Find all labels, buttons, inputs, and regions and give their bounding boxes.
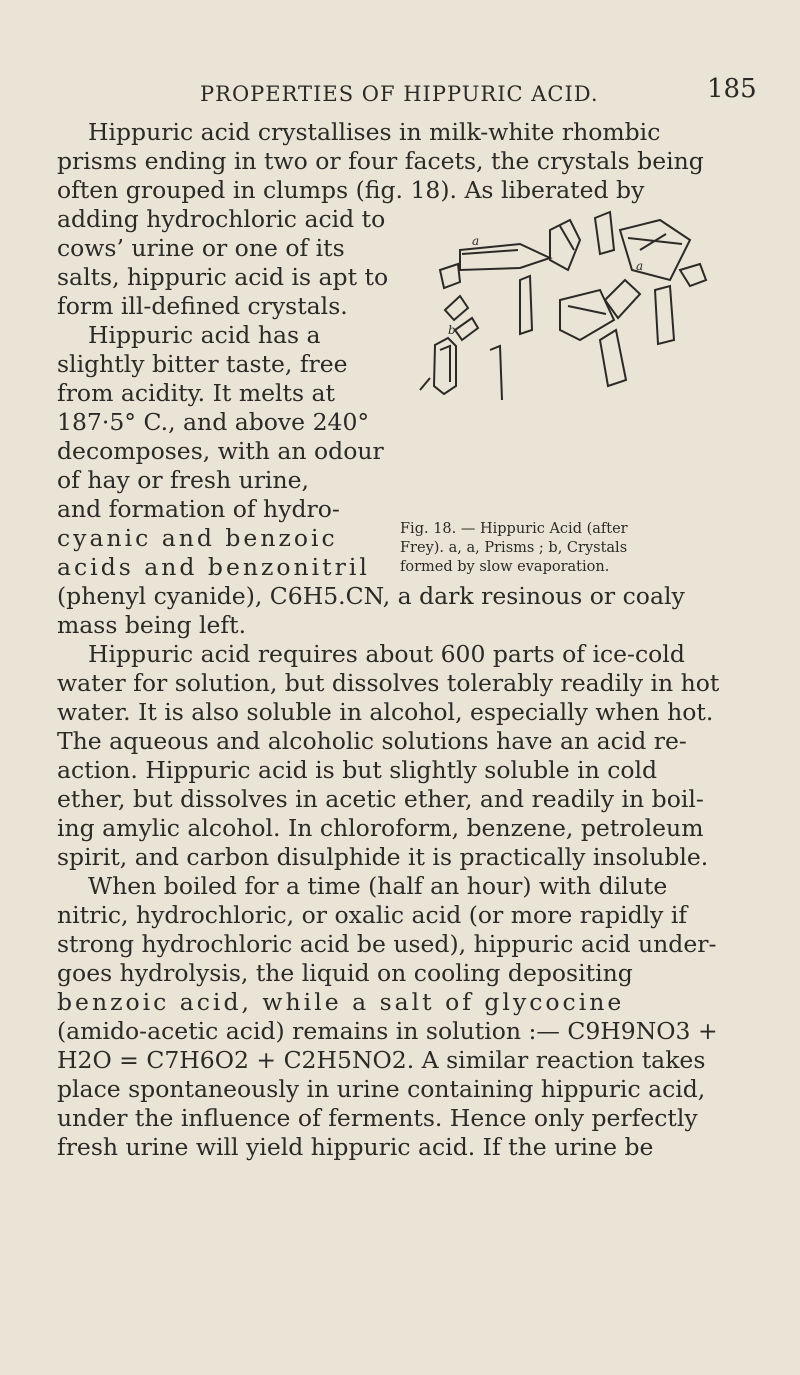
running-title: PROPERTIES OF HIPPURIC ACID. bbox=[200, 82, 599, 106]
text-line: of hay or fresh urine, bbox=[57, 466, 309, 494]
text-line: 187·5° C., and above 240° bbox=[57, 408, 370, 436]
text-line: The aqueous and alcoholic solutions have an acid re- bbox=[57, 727, 687, 755]
figure-caption-line: Fig. 18. — Hippuric Acid (after bbox=[400, 521, 628, 537]
figure-label-b: b bbox=[448, 323, 456, 337]
text-line: acids and benzonitril bbox=[57, 553, 370, 581]
text-line: mass being left. bbox=[57, 611, 247, 639]
text-line: form ill-defined crystals. bbox=[57, 292, 348, 320]
text-line: and formation of hydro- bbox=[57, 495, 340, 523]
text-line: salts, hippuric acid is apt to bbox=[57, 263, 389, 291]
text-line: cyanic and benzoic bbox=[57, 524, 338, 552]
text-line: Hippuric acid crystallises in milk-white rhombic bbox=[88, 118, 661, 146]
figure-caption-line: formed by slow evaporation. bbox=[400, 559, 610, 575]
text-line: When boiled for a time (half an hour) with dilute bbox=[88, 872, 668, 900]
page-number: 185 bbox=[707, 74, 757, 104]
text-line: cows’ urine or one of its bbox=[57, 234, 345, 262]
text-line: decomposes, with an odour bbox=[57, 437, 384, 465]
text-line: under the influence of ferments. Hence only perfectly bbox=[57, 1104, 698, 1132]
figure-label-a: a bbox=[636, 259, 644, 273]
text-line: benzoic acid, while a salt of glycocine bbox=[57, 988, 625, 1016]
text-line: slightly bitter taste, free bbox=[57, 350, 348, 378]
text-line: strong hydrochloric acid be used), hippuric acid under- bbox=[57, 930, 717, 958]
text-line: prisms ending in two or four facets, the crystals being bbox=[57, 147, 704, 175]
text-line: Hippuric acid requires about 600 parts of ice-cold bbox=[88, 640, 685, 668]
text-line: (phenyl cyanide), C6H5.CN, a dark resinous or coaly bbox=[57, 582, 685, 610]
text-line: place spontaneously in urine containing hippuric acid, bbox=[57, 1075, 706, 1103]
text-line: fresh urine will yield hippuric acid. If the urine be bbox=[57, 1133, 654, 1161]
text-line: water. It is also soluble in alcohol, especially when hot. bbox=[57, 698, 714, 726]
text-line: spirit, and carbon disulphide it is practically insoluble. bbox=[57, 843, 709, 871]
crystal-illustration bbox=[400, 210, 715, 400]
figure-label-a: a bbox=[472, 234, 480, 248]
text-line: adding hydrochloric acid to bbox=[57, 205, 386, 233]
text-line: nitric, hydrochloric, or oxalic acid (or more rapidly if bbox=[57, 901, 688, 929]
text-line: (amido-acetic acid) remains in solution :— C9H9NO3 + bbox=[57, 1017, 718, 1045]
figure-caption-line: Frey). a, a, Prisms ; b, Crystals bbox=[400, 540, 628, 556]
text-line: H2O = C7H6O2 + C2H5NO2. A similar reaction takes bbox=[57, 1046, 706, 1074]
text-line: often grouped in clumps (fig. 18). As liberated by bbox=[57, 176, 645, 204]
page-header bbox=[0, 74, 800, 116]
text-line: Hippuric acid has a bbox=[88, 321, 321, 349]
text-line: from acidity. It melts at bbox=[57, 379, 335, 407]
text-line: ether, but dissolves in acetic ether, and readily in boil- bbox=[57, 785, 704, 813]
text-line: ing amylic alcohol. In chloroform, benzene, petroleum bbox=[57, 814, 704, 842]
text-line: goes hydrolysis, the liquid on cooling depositing bbox=[57, 959, 633, 987]
text-line: action. Hippuric acid is but slightly soluble in cold bbox=[57, 756, 658, 784]
text-line: water for solution, but dissolves tolerably readily in hot bbox=[57, 669, 720, 697]
